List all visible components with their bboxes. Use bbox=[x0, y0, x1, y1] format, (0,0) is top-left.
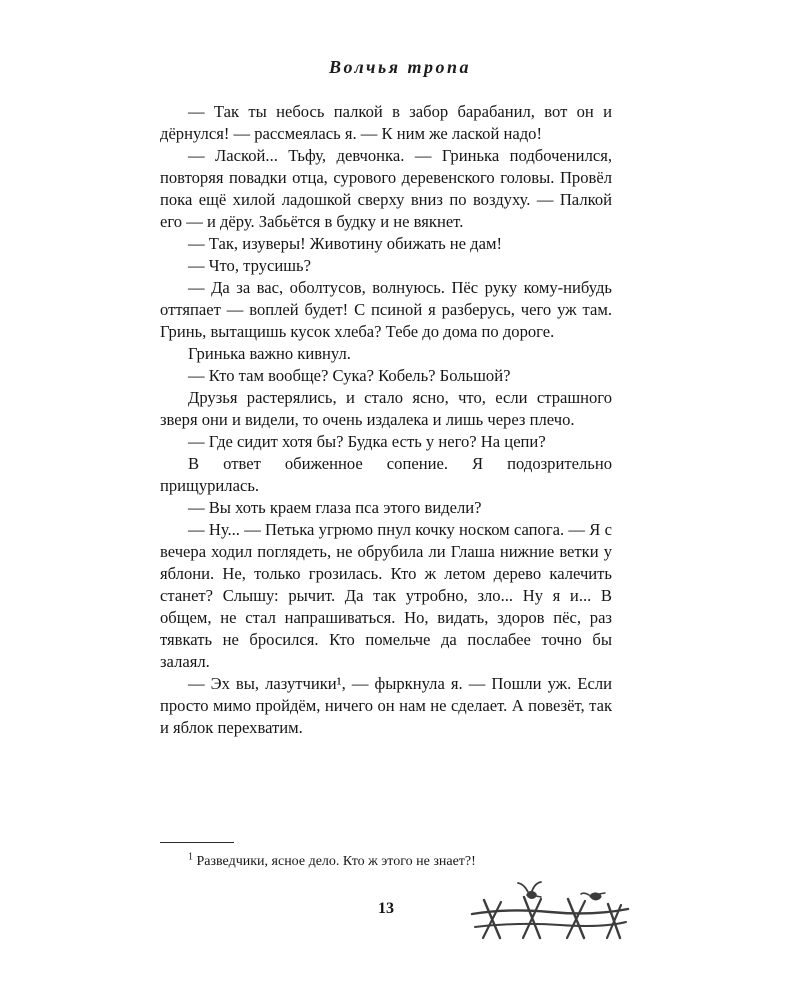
paragraph: В ответ обиженное сопение. Я подозрительно прищурилась. bbox=[160, 454, 612, 495]
bird-icon bbox=[518, 882, 541, 899]
fence-birds-illustration bbox=[468, 880, 632, 946]
paragraph: — Так ты небось палкой в забор барабанил, вот он и дёрнулся! — рассмеялась я. — К ним же лаской надо! bbox=[160, 102, 612, 143]
paragraph: — Эх вы, лазутчики¹, — фыркнула я. — Пошли уж. Если просто мимо пройдём, ничего он нам не сделает. А повезёт, так и яблок перехватим. bbox=[160, 674, 612, 737]
paragraph: — Где сидит хотя бы? Будка есть у него? На цепи? bbox=[188, 432, 546, 451]
footnote-marker: 1 bbox=[188, 851, 193, 863]
paragraph: Гринька важно кивнул. bbox=[188, 344, 351, 363]
paragraph: — Вы хоть краем глаза пса этого видели? bbox=[188, 498, 482, 517]
footnote-divider bbox=[160, 842, 234, 843]
footnote-area bbox=[160, 842, 612, 871]
paragraph: — Ну... — Петька угрюмо пнул кочку носком сапога. — Я с вечера ходил поглядеть, не обрубила ли Глаша нижние ветки у яблони. Не, только грозилась. Кто ж летом дерево калечить станет? Слышу: рычит. Да так утробно, зло... Ну я и... В общем, не стал напрашиваться. Но, видать, здоров пёс, раз тявкать не бросился. Кто помельче да послабее точно бы залаял. bbox=[160, 520, 612, 671]
bird-icon bbox=[581, 892, 605, 900]
paragraph: — Так, изуверы! Животину обижать не дам! bbox=[188, 234, 503, 253]
paragraph: Друзья растерялись, и стало ясно, что, если страшного зверя они и видели, то очень издалека и лишь через плечо. bbox=[160, 388, 612, 429]
footnote-body: Разведчики, ясное дело. Кто ж этого не знает?! bbox=[196, 854, 476, 869]
paragraph: — Кто там вообще? Сука? Кобель? Большой? bbox=[188, 366, 511, 385]
paragraph: — Лаской... Тьфу, девчонка. — Гринька подбоченился, повторяя повадки отца, сурового деревенского головы. Провёл пока ещё хилой ладошкой сверху вниз по воздуху. — Палкой его — и дёру. Забьётся в будку и не вякнет. bbox=[160, 146, 612, 231]
page-number: 13 bbox=[378, 900, 394, 917]
body-text bbox=[160, 101, 612, 739]
footnote-text bbox=[160, 852, 612, 871]
running-head-title: Волчья тропа bbox=[328, 57, 472, 77]
paragraph: — Что, трусишь? bbox=[188, 256, 311, 275]
paragraph: — Да за вас, оболтусов, волнуюсь. Пёс руку кому-нибудь оттяпает — воплей будет! С псиной я разберусь, чего уж там. Гринь, вытащишь кусок хлеба? Тебе до дома по дороге. bbox=[160, 278, 612, 341]
